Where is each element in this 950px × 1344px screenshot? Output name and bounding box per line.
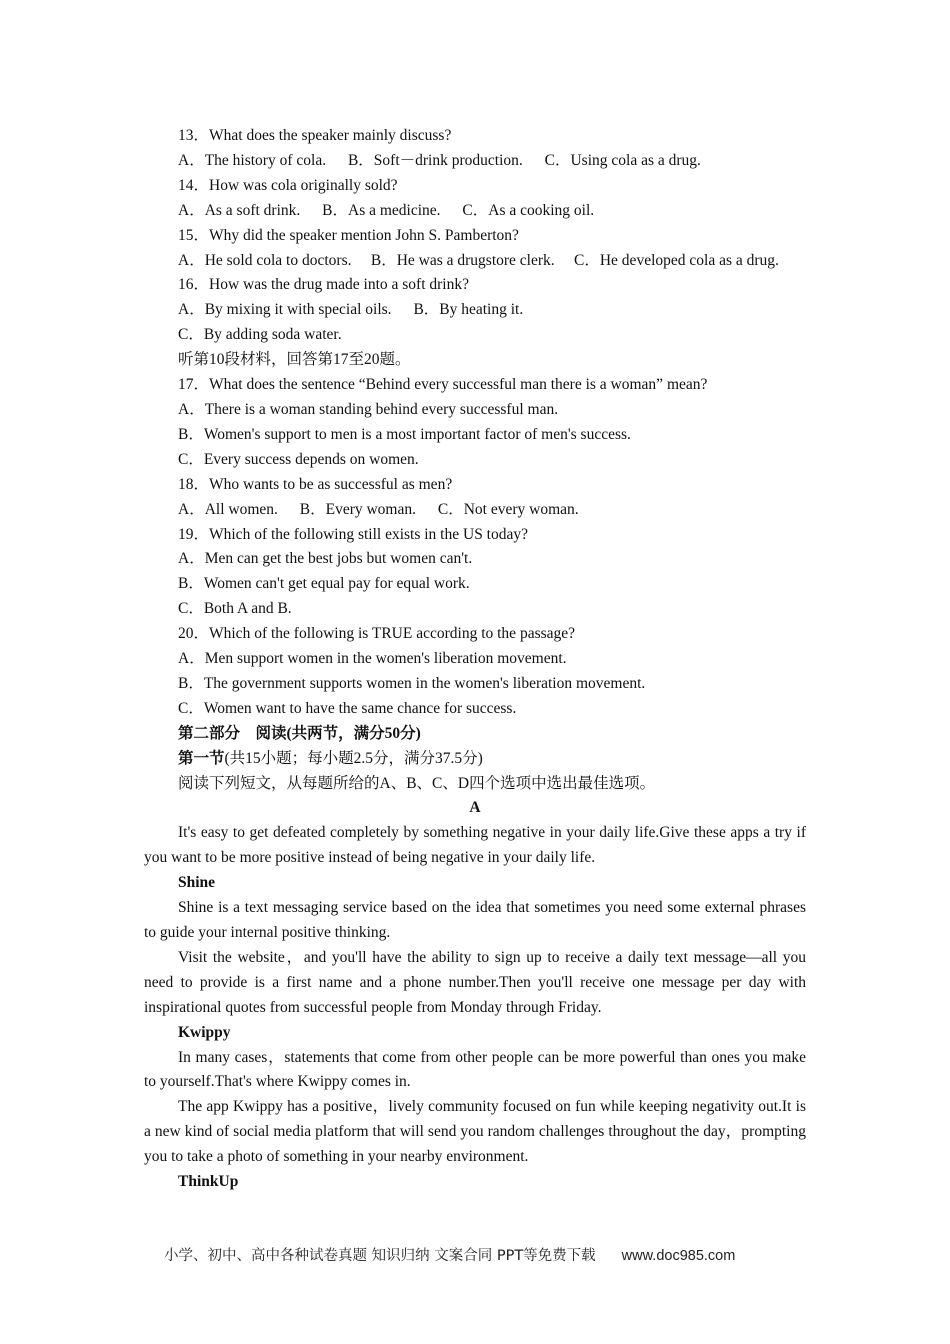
question-18-options bbox=[144, 498, 806, 523]
option-a: A．By mixing it with special oils. bbox=[178, 301, 392, 319]
question-19-stem: 19．Which of the following still exists in the US today? bbox=[178, 525, 528, 543]
option-a: A．There is a woman standing behind every successful man. bbox=[178, 400, 559, 418]
shine-paragraph-2: Visit the website，and you'll have the ability to sign up to receive a daily text message—all you need to provide is a first name and a phone number.Then you'll receive one message per day with inspirational quotes from successful people from Monday through Friday. bbox=[144, 948, 806, 1016]
reading-instructions: 阅读下列短文，从每题所给的A、B、C、D四个选项中选出最佳选项。 bbox=[178, 774, 656, 792]
question-20-stem: 20．Which of the following is TRUE according to the passage? bbox=[178, 625, 576, 643]
option-b: B．As a medicine. bbox=[322, 201, 441, 219]
option-a: A．Men support women in the women's liberation movement. bbox=[178, 650, 567, 668]
section-1-scoring: (共15小题；每小题2.5分，满分37.5分) bbox=[224, 749, 483, 767]
kwippy-paragraph-1: In many cases，statements that come from other people can be more powerful than ones you make to yourself.That's where Kwippy comes in. bbox=[144, 1048, 806, 1091]
shine-paragraph-1: Shine is a text messaging service based on the idea that sometimes you need some external phrases to guide your internal positive thinking. bbox=[144, 899, 806, 941]
option-c: C．Every success depends on women. bbox=[178, 450, 419, 468]
option-c: C．Using cola as a drug. bbox=[544, 151, 701, 169]
option-b: B．Soft－drink production. bbox=[347, 151, 523, 169]
question-15-options: A．He sold cola to doctors. B．He was a drugstore clerk. C．He developed cola as a drug. bbox=[178, 251, 779, 269]
kwippy-paragraph-2: The app Kwippy has a positive，lively community focused on fun while keeping negativity out.It is a new kind of social media platform that will send you random challenges throughout the day，prompting you to take a photo of something in your nearby environment. bbox=[144, 1098, 806, 1166]
option-a: A．The history of cola. bbox=[178, 151, 327, 169]
question-18-stem: 18．Who wants to be as successful as men? bbox=[178, 475, 453, 493]
question-16-stem: 16．How was the drug made into a soft drink? bbox=[178, 276, 469, 294]
option-b: B．By heating it. bbox=[413, 301, 524, 319]
section-10-intro: 听第10段材料，回答第17至20题。 bbox=[178, 351, 411, 369]
app-heading-shine: Shine bbox=[178, 874, 216, 892]
option-a: A．Men can get the best jobs but women can't. bbox=[178, 550, 473, 568]
question-14-options bbox=[144, 199, 806, 224]
app-heading-kwippy: Kwippy bbox=[178, 1023, 231, 1041]
option-c: C．As a cooking oil. bbox=[462, 201, 595, 219]
question-17-stem: 17．What does the sentence “Behind every successful man there is a woman” mean? bbox=[178, 376, 708, 394]
option-c: C．Women want to have the same chance for success. bbox=[178, 699, 517, 717]
question-13-options bbox=[144, 149, 806, 174]
exam-content bbox=[144, 124, 806, 1195]
question-15-stem: 15．Why did the speaker mention John S. Pamberton? bbox=[178, 226, 519, 244]
passage-letter: A bbox=[469, 799, 481, 817]
footer-url[interactable]: www.doc985.com bbox=[621, 1248, 736, 1264]
section-1-label: 第一节 bbox=[178, 749, 225, 767]
option-b: B．Every woman. bbox=[299, 500, 416, 518]
question-16-option-c: C．By adding soda water. bbox=[178, 326, 342, 344]
option-a: A．All women. bbox=[178, 500, 278, 518]
passage-intro: It's easy to get defeated completely by something negative in your daily life.Give these apps a try if you want to be more positive instead of being negative in your daily life. bbox=[144, 824, 806, 867]
option-b: B．Women can't get equal pay for equal work. bbox=[178, 575, 470, 593]
footer-text: 小学、初中、高中各种试卷真题 知识归纳 文案合同 PPT等免费下载 bbox=[164, 1248, 596, 1264]
section-1-heading bbox=[144, 747, 806, 772]
option-c: C．Both A and B. bbox=[178, 600, 292, 618]
question-13-stem: 13．What does the speaker mainly discuss? bbox=[178, 127, 452, 144]
option-b: B．Women's support to men is a most important factor of men's success. bbox=[178, 425, 631, 443]
page-footer bbox=[164, 1244, 804, 1265]
part-2-title: 第二部分 阅读(共两节，满分50分) bbox=[178, 724, 421, 742]
question-14-stem: 14．How was cola originally sold? bbox=[178, 176, 398, 194]
app-heading-thinkup: ThinkUp bbox=[178, 1173, 239, 1191]
question-16-options bbox=[144, 298, 806, 323]
option-c: C．Not every woman. bbox=[437, 500, 579, 518]
option-a: A．As a soft drink. bbox=[178, 201, 301, 219]
option-b: B．The government supports women in the women's liberation movement. bbox=[178, 674, 646, 692]
